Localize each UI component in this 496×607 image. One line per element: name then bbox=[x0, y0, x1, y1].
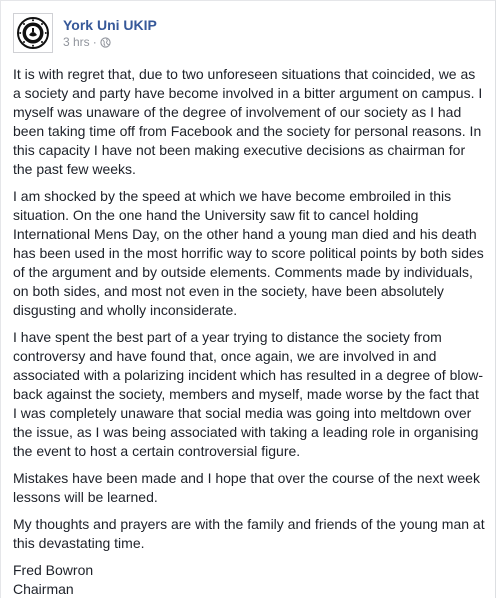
post-timestamp[interactable]: 3 hrs bbox=[63, 35, 90, 49]
post-header-text bbox=[63, 16, 157, 50]
post-body bbox=[13, 65, 485, 607]
globe-icon[interactable] bbox=[100, 37, 111, 48]
page-name-link[interactable]: York Uni UKIP bbox=[63, 17, 157, 33]
signature-name: Fred Bowron bbox=[13, 562, 94, 578]
post-signature bbox=[13, 561, 485, 599]
post-header bbox=[13, 13, 157, 53]
signature-title: Chairman bbox=[13, 581, 74, 597]
post-paragraph: Mistakes have been made and I hope that over the course of the next week lessons will be learned. bbox=[13, 470, 480, 505]
post-paragraph: My thoughts and prayers are with the family and friends of the young man at this devastating time. bbox=[13, 516, 485, 551]
page-avatar[interactable] bbox=[13, 13, 53, 53]
society-logo-icon bbox=[17, 17, 49, 49]
post-paragraph: It is with regret that, due to two unforeseen situations that coincided, we as a society and party have become involved in a bitter argument on campus. I myself was unaware of the degree of involvement of our society as I had been taking time off from Facebook and the society for personal reasons. In this capacity I have not been making executive decisions as chairman for the past few weeks. bbox=[13, 66, 483, 177]
post-paragraph: I am shocked by the speed at which we have become embroiled in this situation. On the one hand the University saw fit to cancel holding International Mens Day, on the other hand a young man died and his death has been used in the most horrific way to score political points by both sides of the argument and by outside elements. Comments made by individuals, on both sides, and most not even in the society, have been absolutely disgusting and wholly inconsiderate. bbox=[13, 188, 484, 318]
post-paragraph: I have spent the best part of a year trying to distance the society from controversy and have found that, once again, we are involved in and associated with a polarizing incident which has resulted in a degree of blow-back against the society, members and myself, made worse by the fact that I was completely unaware that social media was going into meltdown over the issue, as I was being associated with taking a leading role in organising the event to host a certain controversial figure. bbox=[13, 329, 484, 459]
post-meta bbox=[63, 34, 157, 50]
meta-separator: · bbox=[92, 35, 97, 49]
